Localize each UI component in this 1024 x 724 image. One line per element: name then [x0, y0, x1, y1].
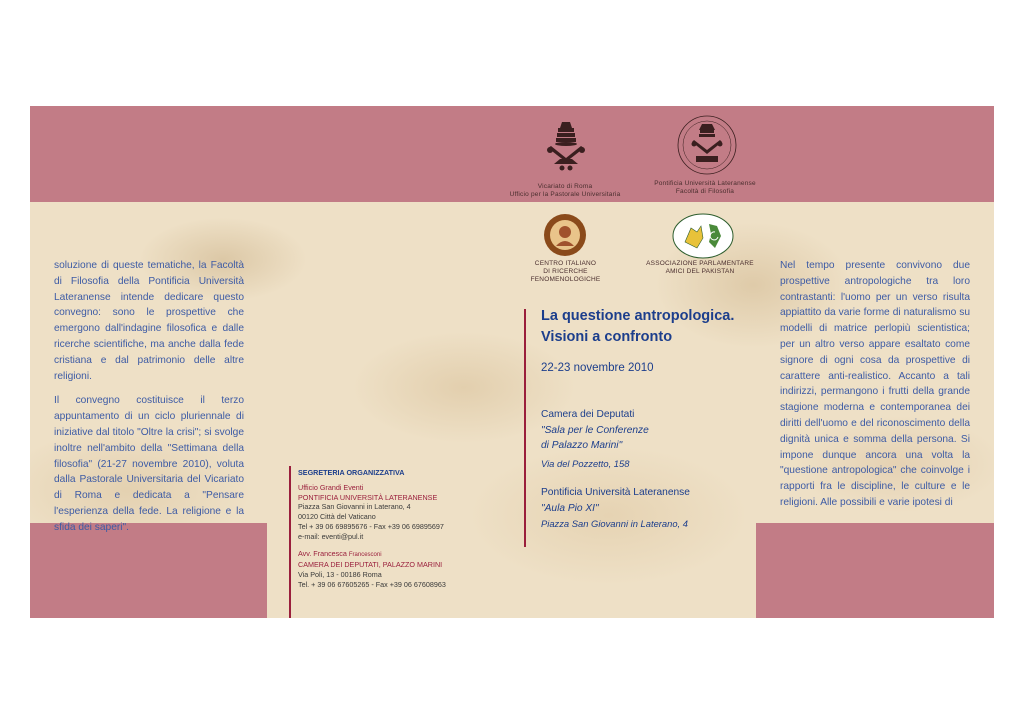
left-paragraph-2: Il convegno costituisce il terzo appuntamento di un ciclo pluriennale di iniziative dal titolo "Oltre la crisi"; si svolge inoltre nell'ambito della "Settimana della filosofia" (21-27 novembre 2010), voluta dalla Pastorale Universitaria del Vicariato di Roma e dedicata a "Pensare l'esperienza della fede. La religione e la sfida dei saperi".: [54, 395, 244, 533]
venue-pul: [541, 485, 690, 532]
event-title: La questione antropologica. Visioni a confronto: [541, 308, 735, 345]
secretariat-address1: Piazza San Giovanni in Laterano, 4: [298, 502, 411, 512]
contact-address: Via Poli, 13 - 00186 Roma: [298, 570, 382, 580]
secretariat-heading: SEGRETERIA ORGANIZZATIVA: [298, 468, 405, 477]
venue-camera: Camera dei Deputati "Sala per le Conferenze di Palazzo Marini" Via del Pozzetto, 158: [541, 407, 649, 471]
venue1-hall: "Sala per le Conferenze: [541, 424, 649, 436]
secretariat-office: Ufficio Grandi Eventi: [298, 482, 364, 492]
bottom-right-block: [756, 523, 994, 618]
university-seal-icon: [676, 114, 738, 176]
right-column-text: [780, 258, 970, 520]
secretariat-divider: [289, 466, 291, 618]
secretariat-phone: Tel + 39 06 69895676 - Fax +39 06 69895697: [298, 521, 444, 531]
secretariat-block: [298, 468, 446, 590]
papal-emblem-icon: [542, 120, 590, 172]
secretariat-email[interactable]: e-mail: eventi@pul.it: [298, 531, 364, 541]
venue2-name: Pontificia Università Lateranense: [541, 487, 690, 498]
contact-institution: CAMERA DEI DEPUTATI, PALAZZO MARINI: [298, 560, 443, 570]
cirf-logo-icon: [542, 212, 588, 258]
contact-phone: Tel. + 39 06 67605265 - Fax +39 06 67608963: [298, 579, 446, 589]
secretariat-institution: PONTIFICIA UNIVERSITÀ LATERANENSE: [298, 492, 438, 502]
event-divider: [524, 309, 526, 547]
event-date: 22-23 novembre 2010: [541, 362, 654, 374]
venue2-address: Piazza San Giovanni in Laterano, 4: [541, 518, 688, 529]
vicariato-label: Vicariato di Roma Ufficio per la Pastorale Universitaria: [509, 183, 621, 198]
venue1-name: Camera dei Deputati: [541, 409, 635, 420]
left-column-text: [54, 258, 244, 545]
pakistan-association-logo-icon: [671, 212, 735, 260]
right-paragraph: Nel tempo presente convivono due prospettive antropologiche tra loro contrastanti: l'uomo per un verso risulta appiattito da varie forme di naturalismo su modelli di matrice perlopiù scientistica; per un altro verso appare esaltato come signore di ogni cosa da prospettive di carattere anti-realistico. Accanto a tali indirizzi, permangono i frutti della grande stagione moderna e contemporanea dei diritti dell'uomo e del riconoscimento della dignità unica e somma della persona. Si impone dunque ancora una volta la "questione antropologica" che coinvolge i rapporti fra le discipline, le culture e le religioni. Alle possibili e varie ipotesi di: [780, 260, 970, 508]
left-paragraph-1: soluzione di queste tematiche, la Facoltà di Filosofia della Pontificia Università Lateranense intende dedicare questo convegno: sono le prospettive che emergono dall'indagine filosofica e dalle ricerche scientifiche, ma anche dalla fede cristiana e dal patrimonio delle altre religioni.: [54, 260, 244, 382]
pul-faculty-label: Pontificia Università Lateranense Facoltà di Filosofia: [654, 180, 756, 195]
secretariat-address2: 00120 Città del Vaticano: [298, 512, 376, 522]
venue1-address: Via del Pozzetto, 158: [541, 457, 630, 469]
venue2-hall: "Aula Pio XI": [541, 502, 599, 514]
cirf-label: CENTRO ITALIANO DI RICERCHE FENOMENOLOGICHE: [530, 260, 601, 283]
contact-name: Avv. Francesca Francesconi: [298, 548, 382, 558]
pakistan-association-label: ASSOCIAZIONE PARLAMENTARE AMICI DEL PAKISTAN: [646, 260, 754, 275]
